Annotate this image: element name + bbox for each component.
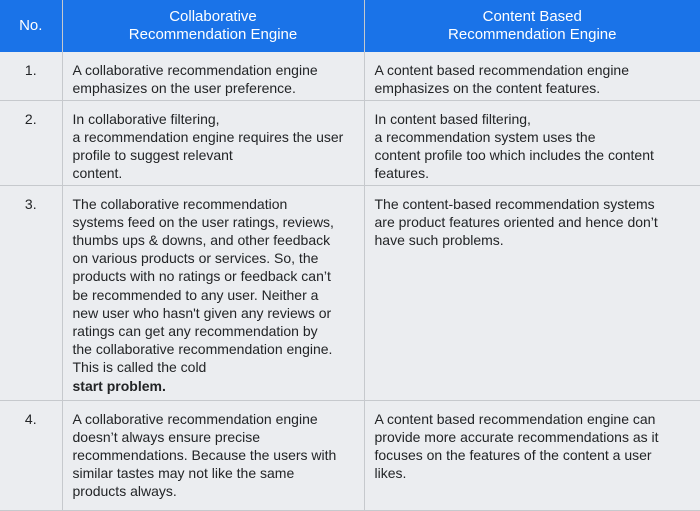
collaborative-cell — [62, 52, 364, 100]
cell-line: a recommendation system uses the — [374, 128, 596, 145]
cell-line: focuses on the features of the content a user — [374, 446, 652, 463]
table-row — [0, 52, 700, 100]
cell-line: profile to suggest relevant — [72, 146, 233, 163]
cell-line: The content-based recommendation systems — [374, 195, 655, 212]
content-cell — [364, 400, 700, 510]
table-body — [0, 52, 700, 510]
cell-line: A collaborative recommendation engine — [72, 410, 318, 427]
header-collaborative — [62, 0, 364, 52]
cell-line: recommendations. Because the users with — [72, 446, 337, 463]
header-no: No. — [0, 0, 62, 52]
header-content-line: Recommendation Engine — [448, 26, 617, 43]
cell-line: thumbs ups & downs, and other feedback — [72, 231, 331, 248]
content-cell — [364, 185, 700, 400]
cell-line: have such problems. — [374, 231, 504, 248]
collaborative-cell — [62, 100, 364, 185]
header-content-based — [364, 0, 700, 52]
cell-line: new user who hasn't given any reviews or — [72, 304, 332, 321]
cell-line-emphasis: start problem. — [72, 377, 166, 394]
header-content-line: Content Based — [482, 7, 582, 25]
cell-line: emphasizes on the content features. — [374, 80, 601, 97]
cell-line: content. — [72, 165, 123, 182]
cell-line: provide more accurate recommendations as it — [374, 428, 659, 445]
table-header — [0, 0, 700, 52]
cell-line: A content based recommendation engine can — [374, 410, 656, 427]
cell-line: The collaborative recommendation — [72, 195, 288, 212]
row-number: 1. — [0, 52, 62, 100]
cell-line: doesn’t always ensure precise — [72, 428, 261, 445]
cell-line: In collaborative filtering, — [72, 110, 220, 127]
header-row — [0, 0, 700, 52]
cell-line: products with no ratings or feedback can’t — [72, 268, 331, 285]
cell-line: are product features oriented and hence don’t — [374, 213, 658, 230]
row-number: 2. — [0, 100, 62, 185]
content-cell — [364, 100, 700, 185]
cell-line: ratings can get any recommendation by — [72, 322, 318, 339]
cell-line: This is called the cold — [72, 359, 207, 376]
cell-line: be recommended to any user. Neither a — [72, 286, 319, 303]
cell-line: likes. — [374, 465, 407, 482]
header-collaborative-line: Collaborative — [169, 7, 257, 25]
header-collaborative-line: Recommendation Engine — [128, 26, 298, 43]
cell-line: on various products or services. So, the — [72, 250, 319, 267]
collaborative-cell — [62, 185, 364, 400]
cell-line: content profile too which includes the content — [374, 146, 654, 163]
table-row — [0, 100, 700, 185]
cell-line: In content based filtering, — [374, 110, 531, 127]
cell-line: systems feed on the user ratings, reviews, — [72, 213, 334, 230]
cell-line: the collaborative recommendation engine. — [72, 341, 333, 358]
cell-line: A content based recommendation engine — [374, 62, 630, 78]
cell-line: A collaborative recommendation engine — [72, 62, 318, 78]
cell-line: similar tastes may not like the same — [72, 465, 295, 482]
cell-line: emphasizes on the user preference. — [72, 80, 296, 97]
row-number: 3. — [0, 185, 62, 400]
row-number: 4. — [0, 400, 62, 510]
cell-line: products always. — [72, 483, 177, 500]
content-cell — [364, 52, 700, 100]
cell-line: a recommendation engine requires the user — [72, 128, 344, 145]
collaborative-cell — [62, 400, 364, 510]
cell-line: features. — [374, 165, 429, 182]
table-row — [0, 185, 700, 400]
table-row — [0, 400, 700, 510]
